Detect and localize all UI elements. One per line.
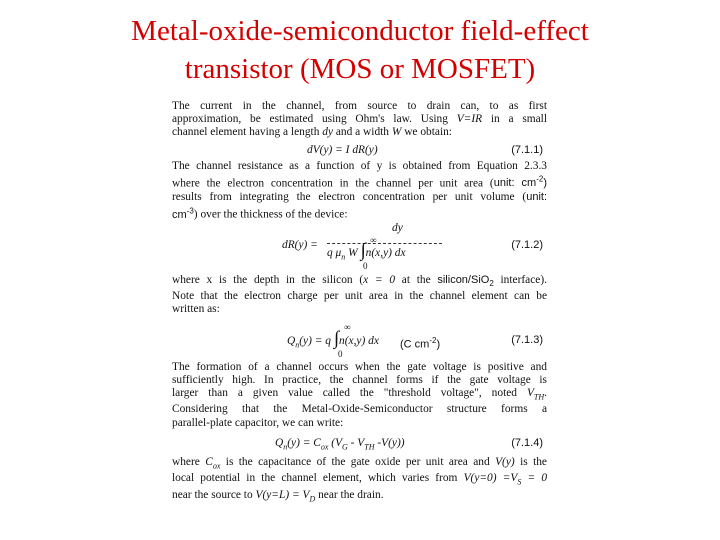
- integral-sign: ∫: [333, 327, 340, 349]
- equation-7-1-3: [172, 317, 547, 361]
- paragraph-channel-resistance: [172, 160, 547, 222]
- math-inline: dy: [322, 126, 334, 139]
- text-line: [172, 387, 547, 403]
- text: [172, 205, 194, 221]
- text: ): [436, 338, 441, 351]
- subscript: ox: [320, 442, 329, 452]
- text: near the drain.: [315, 488, 384, 501]
- text: = 0: [521, 472, 548, 485]
- equation-body: [287, 327, 379, 351]
- text: Q: [275, 436, 284, 449]
- text-line: sufficiently high. In practice, the channel forms if the gate voltage is: [172, 373, 547, 386]
- fraction-bar: [327, 243, 442, 244]
- text: is the: [514, 455, 547, 468]
- text: cm: [172, 208, 187, 221]
- text: -V(y)): [374, 436, 405, 449]
- text: V(y=0) =V: [463, 472, 518, 485]
- text: unit: cm: [493, 177, 537, 190]
- math-inline: V(y): [495, 455, 515, 468]
- superscript: -2: [429, 335, 437, 345]
- text: C: [205, 455, 213, 468]
- text: approximation, be estimated using Ohm's law. Using: [172, 113, 457, 126]
- text-line: The formation of a channel occurs when the gate voltage is positive and: [172, 360, 547, 373]
- text-line: [172, 274, 547, 290]
- text-line: parallel-plate capacitor, we can write:: [172, 416, 344, 429]
- equation-lhs: dR(y) =: [282, 238, 318, 251]
- paragraph-capacitance: [172, 456, 547, 505]
- text-line: [172, 472, 547, 488]
- equation-7-1-4: [172, 430, 547, 456]
- text-line: Considering that the Metal-Oxide-Semiconductor structure forms a: [172, 403, 547, 416]
- text: results from integrating the electron concentration per unit volume (: [172, 190, 527, 203]
- text: n(x,y) dx: [365, 246, 406, 259]
- text: ) over the thickness of the device:: [193, 208, 348, 221]
- text: where: [172, 455, 206, 468]
- text: silicon/SiO: [437, 273, 490, 286]
- math-inline: [463, 472, 548, 487]
- text: q μ: [327, 246, 342, 259]
- text: at the: [395, 273, 438, 286]
- equation-number: (7.1.1): [511, 143, 543, 156]
- text: V: [526, 386, 534, 399]
- title-line-2: transistor (MOS or MOSFET): [184, 53, 536, 85]
- infinity-upper-limit: ∞: [344, 321, 351, 332]
- subscript: n: [341, 252, 346, 262]
- equation-number: (7.1.4): [511, 436, 543, 449]
- paragraph-ohms-law: [172, 100, 547, 140]
- text: Q: [287, 334, 296, 347]
- scanned-text-page: [172, 100, 547, 505]
- text: in a small: [482, 113, 547, 126]
- equation-number: (7.1.3): [511, 333, 543, 346]
- text: .: [544, 386, 547, 399]
- equation-body: [275, 437, 405, 453]
- text: [437, 274, 493, 286]
- text: (C cm: [400, 338, 430, 351]
- text-line: The current in the channel, from source to drain can, to as first: [172, 100, 547, 112]
- subscript: TH: [364, 442, 375, 452]
- text: ): [543, 177, 547, 190]
- math-inline: V=IR: [456, 113, 483, 126]
- zero-lower-limit: 0: [338, 348, 343, 359]
- math-inline: x = 0: [363, 273, 396, 286]
- text: local potential in the channel element, which varies from: [172, 472, 464, 485]
- text: [493, 174, 547, 190]
- integral-sign: ∫: [360, 239, 366, 261]
- text-line: [172, 113, 547, 126]
- text: interface).: [493, 273, 547, 286]
- math-inline: [526, 386, 545, 402]
- equation-unit: [400, 334, 440, 352]
- text: - V: [347, 436, 365, 449]
- text: where the electron concentration in the channel per unit area (: [172, 177, 494, 190]
- text: we obtain:: [401, 126, 452, 139]
- text: and a width: [333, 126, 392, 139]
- text-line: [172, 126, 547, 139]
- text: channel element having a length: [172, 126, 323, 139]
- text: where x is the depth in the silicon (: [172, 273, 364, 286]
- title-line-1: Metal-oxide-semiconductor field-effect: [131, 15, 589, 47]
- text: larger than a given value called the "threshold voltage", noted: [172, 386, 527, 399]
- text: (y) = q: [299, 334, 334, 347]
- text: unit:: [526, 190, 547, 203]
- text: W: [345, 246, 361, 259]
- equation-number: (7.1.2): [511, 238, 543, 251]
- subscript: ox: [212, 461, 221, 471]
- text: (V: [328, 436, 343, 449]
- text: near the source to: [172, 488, 256, 501]
- subscript: 2: [489, 278, 494, 288]
- text-line: [172, 173, 547, 191]
- math-inline: W: [391, 126, 402, 139]
- infinity-upper-limit: ∞: [370, 234, 377, 245]
- text: n(x,y) dx: [339, 334, 379, 347]
- subscript: n: [283, 442, 288, 452]
- equation-7-1-1: [172, 140, 547, 160]
- text-line: [172, 489, 547, 505]
- equation-7-1-2: [172, 222, 547, 274]
- subscript: TH: [533, 392, 545, 402]
- text: V(y=L) = V: [255, 488, 310, 501]
- slide-title: [0, 12, 720, 88]
- text-line: [172, 456, 547, 472]
- equation-expression: dV(y) = I dR(y): [307, 143, 378, 156]
- subscript: n: [295, 339, 300, 349]
- subscript: G: [342, 442, 348, 452]
- text-line: [172, 191, 547, 204]
- math-inline: [255, 488, 316, 504]
- equation-numerator: dy: [392, 221, 403, 234]
- superscript: -3: [186, 205, 194, 215]
- paragraph-depth: [172, 274, 547, 317]
- paragraph-threshold: [172, 361, 547, 430]
- text-line: The channel resistance as a function of y is obtained from Equation 2.3.3: [172, 159, 547, 172]
- text-line: Note that the electron charge per unit area in the channel element can be: [172, 290, 547, 303]
- subscript: D: [309, 494, 316, 504]
- text-line: [172, 204, 547, 222]
- text: (y) = C: [287, 436, 321, 449]
- text: is the capacitance of the gate oxide per unit area and: [220, 455, 496, 468]
- math-inline: [205, 455, 221, 471]
- zero-lower-limit: 0: [363, 260, 368, 271]
- subscript: S: [517, 477, 522, 487]
- superscript: -2: [536, 174, 544, 184]
- text-line: written as:: [172, 303, 220, 316]
